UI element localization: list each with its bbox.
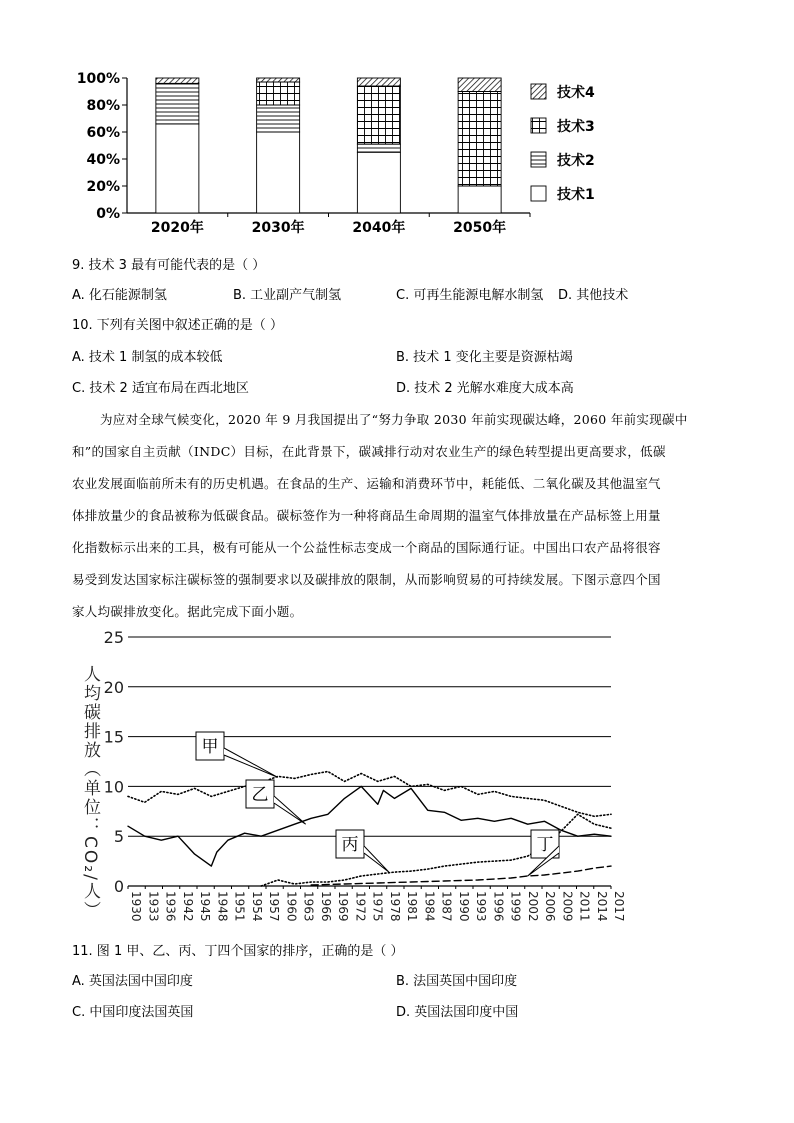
x-tick-label: 1930: [129, 891, 143, 922]
x-tick-label: 2017: [612, 891, 626, 922]
passage-line: 为应对全球气候变化，2020 年 9 月我国提出了“努力争取 2030 年前实现碳达峰，2060 年前实现碳中: [100, 412, 688, 427]
x-tick-label: 1978: [387, 891, 402, 922]
bar-segment-技术1: [257, 132, 300, 213]
x-tick-label: 1969: [336, 891, 350, 922]
x-tick-label: 1975: [370, 891, 385, 922]
x-tick-label: 1945: [198, 891, 212, 922]
series-callout-pointer: [364, 846, 389, 872]
bar-segment-技术1: [357, 152, 400, 213]
y-tick-label: 80%: [86, 98, 120, 114]
series-callout-label: 丙: [341, 835, 359, 855]
q10-option-c[interactable]: C. 技术 2 适宜布局在西北地区: [72, 381, 249, 396]
x-tick-label: 2006: [543, 891, 557, 922]
x-tick-label: 1960: [284, 891, 299, 922]
y-axis-label: 人均碳排放（单位：CO₂/人）: [80, 665, 100, 920]
x-tick-label: 2009: [560, 891, 575, 922]
q11-option-d[interactable]: D. 英国法国印度中国: [396, 1005, 519, 1020]
series-callout-label: 乙: [251, 785, 269, 805]
bar-segment-技术4: [156, 78, 199, 83]
q10-option-b[interactable]: B. 技术 1 变化主要是资源枯竭: [396, 350, 573, 365]
bar-segment-技术3: [458, 92, 501, 187]
y-tick-label: 20%: [86, 179, 120, 195]
bar-segment-技术4: [257, 78, 300, 82]
legend-swatch: [531, 84, 546, 99]
x-tick-label: 1954: [249, 891, 264, 922]
x-tick-label: 1987: [439, 891, 454, 922]
x-tick-label: 2002: [525, 891, 540, 922]
x-tick-label: 1990: [456, 891, 471, 922]
q11-option-c[interactable]: C. 中国印度法国英国: [72, 1005, 194, 1020]
series-callout-label: 丁: [536, 835, 554, 855]
reading-passage: [72, 404, 722, 628]
legend-swatch: [531, 152, 546, 167]
y-tick-label: 5: [113, 827, 124, 847]
x-tick-label: 1984: [422, 891, 437, 922]
q9-option-d[interactable]: D. 其他技术: [558, 288, 629, 303]
passage-line: 家人均碳排放变化。据此完成下面小题。: [72, 604, 303, 619]
x-tick-label: 1966: [318, 891, 333, 922]
y-tick-label: 100%: [76, 71, 120, 87]
x-tick-label: 2014: [594, 891, 609, 922]
bar-segment-技术3: [357, 86, 400, 144]
passage-line: 易受到发达国家标注碳标签的强制要求以及碳排放的限制，从而影响贸易的可持续发展。下图示意四个国: [72, 572, 661, 587]
x-tick-label: 1936: [163, 891, 178, 922]
x-tick-label: 1957: [267, 891, 281, 922]
bar-segment-技术4: [357, 78, 400, 86]
bar-segment-技术1: [156, 124, 199, 213]
q10-option-a[interactable]: A. 技术 1 制氢的成本较低: [72, 350, 223, 365]
legend-label: 技术4: [557, 85, 595, 101]
x-tick-label: 1996: [491, 891, 506, 922]
x-tick-label: 1972: [353, 891, 368, 922]
x-tick-label: 1993: [474, 891, 488, 922]
y-tick-label: 0: [113, 877, 124, 896]
x-tick-label: 2030年: [251, 220, 305, 236]
legend-swatch: [531, 118, 546, 133]
legend-label: 技术3: [557, 119, 595, 135]
x-tick-label: 1942: [180, 891, 195, 922]
x-tick-label: 2050年: [453, 220, 507, 236]
x-tick-label: 1948: [215, 891, 230, 922]
bar-segment-技术2: [357, 144, 400, 152]
x-tick-label: 1951: [232, 891, 247, 922]
q9-option-a[interactable]: A. 化石能源制氢: [72, 288, 167, 303]
bar-segment-技术2: [257, 105, 300, 132]
passage-line: 体排放量少的食品被称为低碳食品。碳标签作为一种将商品生命周期的温室气体排放量在产品标签上用量: [72, 508, 661, 523]
q11-option-a[interactable]: A. 英国法国中国印度: [72, 974, 193, 989]
q10-stem: 10. 下列有关图中叙述正确的是（ ）: [72, 318, 283, 333]
y-tick-label: 60%: [86, 125, 120, 141]
bar-segment-技术1: [458, 186, 501, 213]
series-callout-pointer: [224, 748, 278, 777]
bar-segment-技术2: [156, 83, 199, 124]
legend-label: 技术2: [557, 153, 595, 169]
y-tick-label: 0%: [96, 206, 120, 222]
passage-line: 农业发展面临前所未有的历史机遇。在食品的生产、运输和消费环节中，耗能低、二氧化碳及其他温室气: [72, 476, 661, 491]
y-tick-label: 40%: [86, 152, 120, 168]
series-callout-pointer: [274, 796, 306, 824]
x-tick-label: 2020年: [150, 220, 204, 236]
x-tick-label: 2011: [577, 891, 592, 922]
y-tick-label: 25: [103, 628, 124, 647]
passage-line: 和”的国家自主贡献（INDC）目标，在此背景下，碳减排行动对农业生产的绿色转型提出更高要求，低碳: [72, 444, 666, 459]
q11-option-b[interactable]: B. 法国英国中国印度: [396, 974, 518, 989]
series-callout-label: 甲: [201, 737, 219, 757]
carbon-emission-line-chart: [70, 625, 630, 935]
x-tick-label: 1981: [405, 891, 419, 922]
series-line-甲: [128, 772, 611, 817]
legend-label: 技术1: [557, 187, 595, 203]
y-tick-label: 20: [103, 677, 124, 697]
q9-option-c[interactable]: C. 可再生能源电解水制氢: [396, 288, 544, 303]
x-tick-label: 1933: [146, 891, 161, 922]
x-tick-label: 1999: [508, 891, 523, 922]
passage-line: 化指数标示出来的工具，极有可能从一个公益性标志变成一个商品的国际通行证。中国出口农产品将很容: [72, 540, 661, 555]
y-tick-label: 10: [103, 777, 124, 797]
legend-swatch: [531, 186, 546, 201]
q10-option-d[interactable]: D. 技术 2 光解水难度大成本高: [396, 381, 574, 396]
x-tick-label: 1963: [301, 891, 316, 922]
hydrogen-tech-stacked-bar-chart: [60, 62, 660, 242]
q9-option-b[interactable]: B. 工业副产气制氢: [233, 288, 342, 303]
y-tick-label: 15: [103, 727, 124, 747]
bar-segment-技术3: [257, 82, 300, 105]
q9-stem: 9. 技术 3 最有可能代表的是（ ）: [72, 258, 266, 273]
q11-stem: 11. 图 1 甲、乙、丙、丁四个国家的排序，正确的是（ ）: [72, 944, 404, 959]
bar-segment-技术4: [458, 78, 501, 92]
series-line-丁: [311, 866, 611, 885]
x-tick-label: 2040年: [352, 220, 406, 236]
